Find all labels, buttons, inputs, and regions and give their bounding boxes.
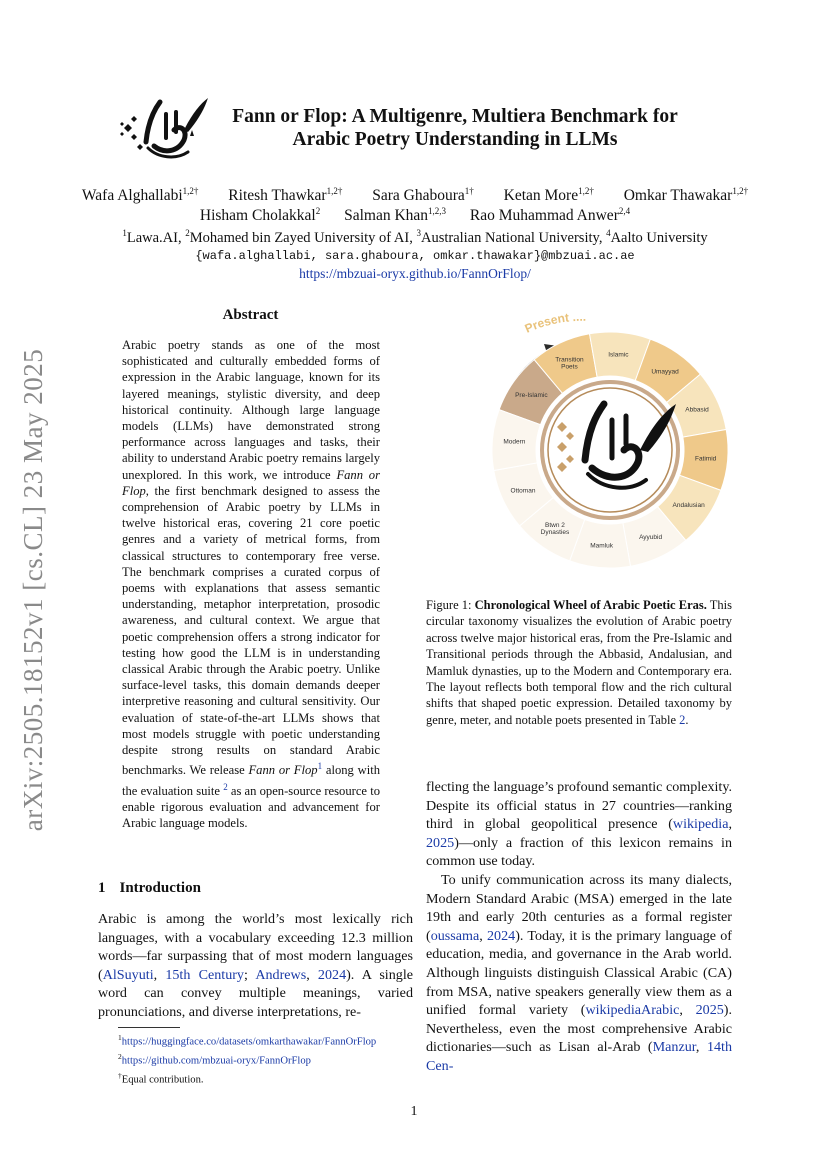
era-label: Ayyubid	[639, 534, 663, 542]
footnote-2[interactable]: $^2$https://github.com/mbzuai-oryx/FannOrFlop	[118, 1052, 311, 1067]
citation-link[interactable]: wikipediaArabic	[585, 1002, 680, 1019]
footnote-1[interactable]: $^1$https://huggingface.co/datasets/omkarthawakar/FannOrFlop	[118, 1033, 377, 1048]
citation-link[interactable]: Andrews	[255, 966, 307, 983]
section-heading-introduction: 1 Introduction	[98, 880, 201, 896]
citation-link[interactable]: Manzur	[652, 1039, 696, 1056]
paragraph: flecting the language’s profound semantic complexity. Despite its official status in 27 countries—ranking third in global geopolitical presence (wikipedia, 2025)—only a fraction of this lexicon remains in common use today.	[426, 779, 732, 870]
footnote-3: †Equal contribution.	[118, 1071, 204, 1086]
author: Ketan More$^{1,2\dagger}$	[503, 186, 594, 205]
present-arc-label: Present ....	[522, 310, 587, 336]
author: Wafa Alghallabi$^{1,2\dagger}$	[81, 186, 199, 205]
paragraph: To unify communication across its many dialects, Modern Standard Arabic (MSA) emerged in the late 19th and early 20th centuries as a formal register (oussama, 2024). Today, it is the primary language of education, media, and governance in the Arab world. Although linguists distinguish Classical Arabic (CA) from MSA, native speakers generally view them as a unified formal variety (wikipediaArabic, 2025). Nevertheless, even the most comprehensive Arabic dictionaries—such as Lisan al-Arab (Manzur, 14th Cen-	[426, 871, 732, 1074]
footnote-ref-1[interactable]: 1	[317, 761, 323, 772]
footnote-divider	[118, 1027, 180, 1028]
footnotes	[118, 1031, 418, 1088]
table-ref-link[interactable]: 2	[679, 712, 686, 727]
footnote-ref-2[interactable]: 2	[223, 781, 228, 792]
era-label: Andalusian	[672, 502, 705, 510]
author: Hisham Cholakkal$^2$	[199, 206, 321, 225]
author: Sara Ghaboura$^{1\dagger}$	[372, 186, 474, 205]
title-line-2: Arabic Poetry Understanding in LLMs	[292, 129, 618, 150]
era-label: Ottoman	[510, 487, 536, 495]
title-line-1: Fann or Flop: A Multigenre, Multiera Benchmark for	[232, 106, 678, 127]
citation-link[interactable]: 2025	[426, 834, 455, 851]
citation-link[interactable]: 2024	[487, 927, 516, 944]
author: Salman Khan$^{1,2,3}$	[344, 206, 447, 225]
page-number: 1	[410, 1104, 418, 1119]
paper-title	[215, 105, 695, 151]
citation-link[interactable]: 14th Cen-	[426, 1039, 732, 1074]
author: Omkar Thawakar$^{1,2\dagger}$	[623, 186, 749, 205]
citation-link[interactable]: oussama	[430, 927, 480, 944]
author: Rao Muhammad Anwer$^{2,4}$	[469, 206, 631, 225]
era-label: Modern	[503, 438, 526, 446]
chronological-wheel-figure	[440, 310, 740, 590]
project-homepage-link[interactable]: https://mbzuai-oryx.github.io/FannOrFlop/	[299, 266, 531, 281]
era-label: Abbasid	[685, 406, 709, 414]
era-label: Islamic	[608, 351, 629, 359]
era-label: Transition Poets	[555, 356, 584, 371]
citation-link[interactable]: wikipedia	[672, 816, 729, 833]
author-emails: {wafa.alghallabi, sara.ghaboura, omkar.thawakar}@mbzuai.ac.ae	[195, 249, 635, 263]
introduction-paragraph: Arabic is among the world’s most lexically rich languages, with a vocabulary exceeding 12.3 million words—far surpassing that of most modern languages (AlSuyuti, 15th Century; Andrews, 2024). A single word can convey multiple meanings, varied pronunciations, and diverse interpretations, re-	[98, 911, 413, 1020]
era-label: Fatimid	[694, 455, 717, 463]
affiliations: $^1$Lawa.AI, $^2$Mohamed bin Zayed University of AI, $^3$Australian National University, $^4$Aalto University	[122, 228, 708, 246]
citation-link[interactable]: 15th Century	[165, 966, 244, 983]
abstract-body: Arabic poetry stands as one of the most sophisticated and culturally embedded forms of expression in the Arabic language, known for its layered meanings, stylistic diversity, and deep historical continuity. Although large language models (LLMs) have demonstrated strong performance across languages and tasks, their ability to understand Arabic poetry remains largely unexplored. In this work, we introduce Fann or Flop, the first benchmark designed to assess the comprehension of Arabic poetry by LLMs in twelve historical eras, covering 21 core poetic genres and a variety of metrical forms, from classical structures to contemporary free verse. The benchmark comprises a curated corpus of poems with explanations that assess semantic understanding, metaphor interpretation, prosodic awareness, and cultural context. We argue that poetic comprehension offers a strong indicator for testing how good the LLM is in understanding classical Arabic through the Arabic poetry. Unlike surface-level tasks, this domain demands deeper interpretive reasoning and cultural sensitivity. Our evaluation of state-of-the-art LLMs shows that most models struggle with poetic understanding despite strong results on standard Arabic benchmarks. We release Fann or Flop$^1$ along with the evaluation suite $^2$ as an open-source resource to enable rigorous evaluation and advancement for Arabic language models.	[122, 338, 380, 831]
citation-link[interactable]: 2025	[695, 1002, 724, 1019]
abstract-heading: Abstract	[222, 307, 279, 323]
era-label: Pre-Islamic	[515, 391, 548, 399]
author: Ritesh Thawkar$^{1,2\dagger}$	[228, 186, 343, 205]
author-list-row-1	[60, 186, 770, 205]
citation-link[interactable]: 2024	[317, 966, 347, 983]
author-list-row-2	[60, 206, 770, 225]
era-label: Btwn 2 Dynasties	[540, 522, 570, 537]
right-column-body	[426, 778, 732, 1076]
arxiv-stamp: arXiv:2505.18152v1 [cs.CL] 23 May 2025	[18, 348, 48, 832]
fannorflop-logo-icon	[118, 92, 210, 162]
citation-link[interactable]: AlSuyuti	[102, 966, 154, 983]
era-label: Umayyad	[651, 368, 679, 376]
figure-1-caption: Figure 1: Chronological Wheel of Arabic Poetic Eras. This circular taxonomy visualizes the evolution of Arabic poetry across twelve major historical eras, from the Pre-Islamic and Transitional periods through the Abbasid, Andalusian, and Mamluk dynasties, up to the Modern and Contemporary era. The layout reflects both temporal flow and the rich cultural shifts that shaped poetic expression. Detailed taxonomy by genre, meter, and notable poets presented in Table 2.	[426, 598, 733, 727]
era-label: Mamluk	[590, 542, 614, 550]
